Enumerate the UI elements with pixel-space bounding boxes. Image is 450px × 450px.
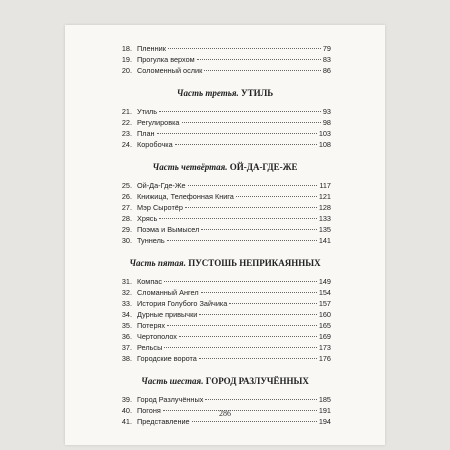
entry-page: 83 [322, 55, 331, 64]
entry-page: 121 [318, 192, 331, 201]
entry-number: 30. [121, 236, 132, 245]
entry-number: 34. [121, 310, 132, 319]
toc-entry [119, 191, 331, 202]
toc-entry [119, 65, 331, 76]
entry-page: 103 [318, 129, 331, 138]
entry-page: 98 [322, 118, 331, 127]
entry-number: 31. [121, 277, 132, 286]
entry-number: 35. [121, 321, 132, 330]
toc-entry [119, 117, 331, 128]
entry-page: 154 [318, 288, 331, 297]
page-number: 286 [219, 409, 231, 418]
entry-number: 21. [121, 107, 132, 116]
toc-entry [119, 298, 331, 309]
part-name: ПУСТОШЬ НЕПРИКАЯННЫХ [188, 258, 321, 268]
entry-title: Прогулка верхом [137, 55, 195, 64]
dot-leader [164, 281, 317, 282]
part-label: Часть третья. [176, 88, 239, 98]
dot-leader [167, 240, 317, 241]
toc-entry [119, 276, 331, 287]
dot-leader [179, 336, 317, 337]
entry-title: Мэр Сыротёр [137, 203, 183, 212]
entry-page: 133 [318, 214, 331, 223]
entry-number: 37. [121, 343, 132, 352]
entry-page: 191 [318, 406, 331, 415]
part-name: ГОРОД РАЗЛУЧЁННЫХ [205, 376, 309, 386]
entry-page: 157 [318, 299, 331, 308]
dot-leader [159, 218, 317, 219]
entry-page: 86 [322, 66, 331, 75]
entry-number: 19. [121, 55, 132, 64]
entry-title: Регулировка [137, 118, 180, 127]
entry-page: 176 [318, 354, 331, 363]
entry-number: 28. [121, 214, 132, 223]
part-heading [119, 375, 331, 387]
entry-title: Город Разлучённых [137, 395, 204, 404]
part-name: ОЙ-ДА-ГДЕ-ЖЕ [229, 162, 298, 172]
part-label: Часть четвёртая. [152, 162, 228, 172]
toc-entry [119, 180, 331, 191]
entry-number: 38. [121, 354, 132, 363]
entry-title: Пленник [137, 44, 166, 53]
dot-leader [201, 292, 317, 293]
dot-leader [168, 48, 321, 49]
entry-page: 160 [318, 310, 331, 319]
dot-leader [201, 229, 316, 230]
entry-title: Ой-Да-Где-Же [137, 181, 186, 190]
entry-title: Коробочка [137, 140, 173, 149]
toc-entry [119, 202, 331, 213]
toc-entry [119, 139, 331, 150]
entry-page: 185 [318, 395, 331, 404]
entry-number: 41. [121, 417, 132, 426]
part-heading [119, 257, 331, 269]
entry-title: Рельсы [137, 343, 163, 352]
entry-number: 29. [121, 225, 132, 234]
dot-leader [188, 185, 318, 186]
toc-entry [119, 287, 331, 298]
dot-leader [236, 196, 317, 197]
entry-number: 22. [121, 118, 132, 127]
toc-entry [119, 320, 331, 331]
entry-number: 23. [121, 129, 132, 138]
entry-number: 40. [121, 406, 132, 415]
entry-title: Дурные привычки [137, 310, 198, 319]
entry-title: Туннель [137, 236, 165, 245]
toc-entry [119, 309, 331, 320]
entry-title: План [137, 129, 155, 138]
entry-title: Чертополох [137, 332, 177, 341]
toc-entry [119, 224, 331, 235]
toc-entry [119, 106, 331, 117]
entry-page: 165 [318, 321, 331, 330]
entry-page: 194 [318, 417, 331, 426]
part-label: Часть пятая. [129, 258, 186, 268]
dot-leader [167, 325, 317, 326]
entry-page: 149 [318, 277, 331, 286]
dot-leader [205, 399, 316, 400]
entry-number: 20. [121, 66, 132, 75]
dot-leader [199, 314, 316, 315]
part-heading [119, 161, 331, 173]
entry-title: Городские ворота [137, 354, 197, 363]
entry-title: Потерях [137, 321, 166, 330]
entry-number: 25. [121, 181, 132, 190]
dot-leader [182, 122, 321, 123]
dot-leader [175, 144, 317, 145]
part-label: Часть шестая. [141, 376, 204, 386]
toc-entry [119, 128, 331, 139]
entry-title: Поэма и Вымысел [137, 225, 200, 234]
entry-title: Компас [137, 277, 162, 286]
entry-number: 39. [121, 395, 132, 404]
entry-title: История Голубого Зайчика [137, 299, 228, 308]
entry-number: 33. [121, 299, 132, 308]
dot-leader [164, 347, 316, 348]
entry-number: 32. [121, 288, 132, 297]
entry-title: Утиль [137, 107, 158, 116]
dot-leader [229, 303, 316, 304]
entry-title: Книжица, Телефонная Книга [137, 192, 234, 201]
dot-leader [204, 70, 321, 71]
dot-leader [197, 59, 321, 60]
entry-number: 18. [121, 44, 132, 53]
entry-page: 173 [318, 343, 331, 352]
dot-leader [185, 207, 317, 208]
toc-entry [119, 331, 331, 342]
entry-number: 36. [121, 332, 132, 341]
dot-leader [157, 133, 317, 134]
toc-entry [119, 54, 331, 65]
entry-page: 108 [318, 140, 331, 149]
toc-entry [119, 213, 331, 224]
toc-entry [119, 235, 331, 246]
entry-number: 24. [121, 140, 132, 149]
entry-number: 27. [121, 203, 132, 212]
entry-page: 93 [322, 107, 331, 116]
dot-leader [199, 358, 317, 359]
dot-leader [192, 421, 317, 422]
entry-title: Хрясь [137, 214, 158, 223]
leading-entry-list [119, 43, 331, 76]
entry-title: Погоня [137, 406, 161, 415]
table-of-contents [119, 43, 331, 427]
toc-entry [119, 342, 331, 353]
entry-page: 169 [318, 332, 331, 341]
entry-title: Соломенный ослик [137, 66, 203, 75]
dot-leader [159, 111, 321, 112]
entry-page: 128 [318, 203, 331, 212]
part-heading [119, 87, 331, 99]
entry-title: Сломанный Ангел [137, 288, 199, 297]
toc-entry [119, 43, 331, 54]
entry-page: 141 [318, 236, 331, 245]
toc-entry [119, 394, 331, 405]
entry-number: 26. [121, 192, 132, 201]
entry-page: 117 [319, 181, 331, 190]
entry-page: 79 [322, 44, 331, 53]
entry-title: Представление [137, 417, 190, 426]
toc-entry [119, 353, 331, 364]
book-page [65, 25, 385, 445]
part-name: УТИЛЬ [240, 88, 274, 98]
entry-page: 135 [318, 225, 331, 234]
